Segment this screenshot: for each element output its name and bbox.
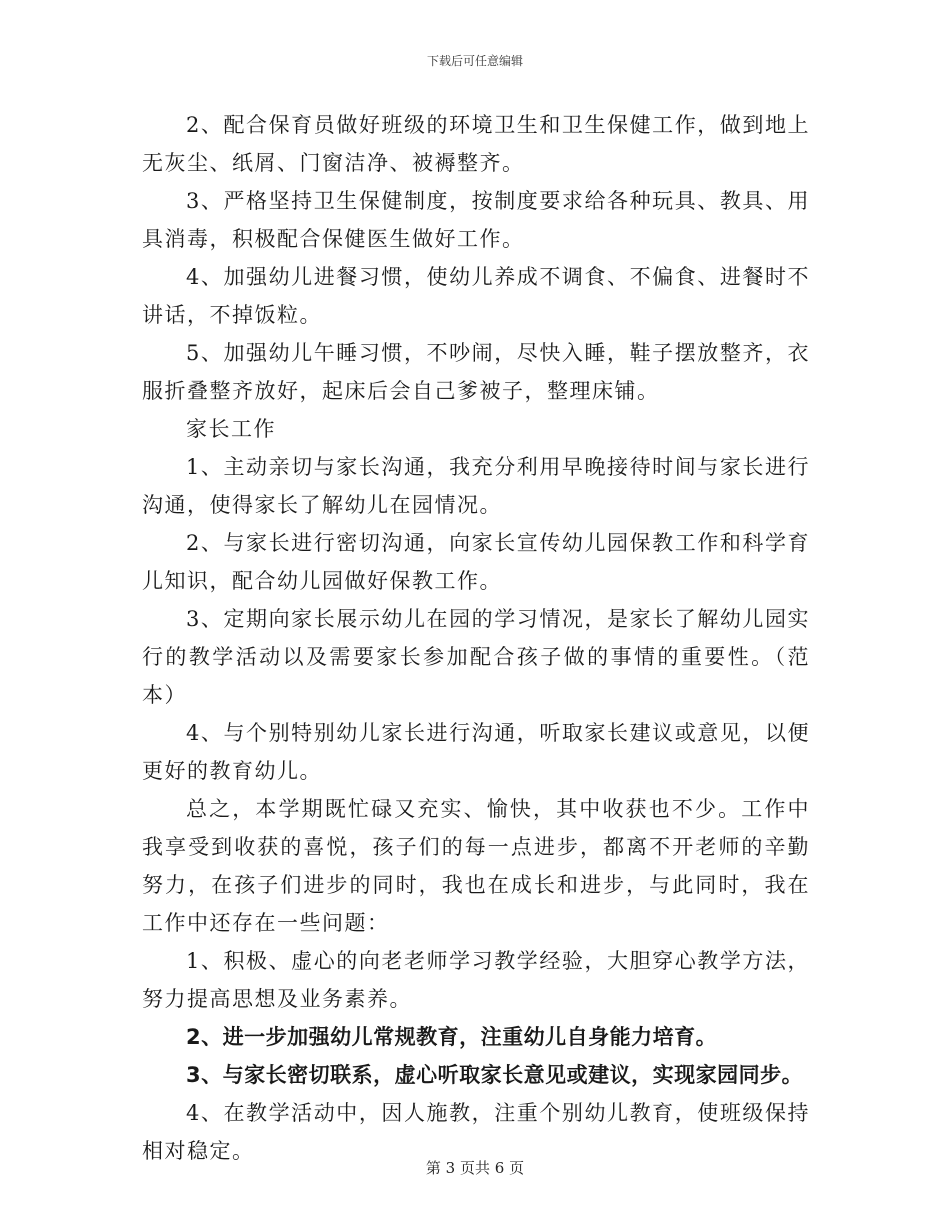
paragraph-summary: 总之，本学期既忙碌又充实、愉快，其中收获也不少。工作中我享受到收获的喜悦，孩子们的每一点进步，都离不开老师的辛勤努力，在孩子们进步的同时，我也在成长和进步，与此同时，我在工作中还存在一些问题： <box>142 797 810 935</box>
paragraph-issue-2: 2、进一步加强幼儿常规教育，注重幼儿自身能力培育。 <box>186 1025 718 1049</box>
paragraph-issue-1: 1、积极、虚心的向老老师学习教学经验，大胆穿心教学方法，努力提高思想及业务素养。 <box>142 949 810 1011</box>
paragraph-issue-3: 3、与家长密切联系，虚心听取家长意见或建议，实现家园同步。 <box>186 1063 804 1087</box>
page-header: 下载后可任意编辑 <box>426 54 523 68</box>
page-number-footer: 第 3 页共 6 页 <box>425 1159 525 1177</box>
paragraph-parents-4: 4、与个别特别幼儿家长进行沟通，听取家长建议或意见，以便更好的教育幼儿。 <box>142 721 810 783</box>
paragraph-health-5: 5、加强幼儿午睡习惯，不吵闹，尽快入睡，鞋子摆放整齐，衣服折叠整齐放好，起床后会自己爹被子，整理床铺。 <box>142 341 810 403</box>
paragraph-parents-2: 2、与家长进行密切沟通，向家长宣传幼儿园保教工作和科学育儿知识，配合幼儿园做好保教工作。 <box>142 531 810 593</box>
document-body <box>142 106 810 1170</box>
paragraph-parents-1: 1、主动亲切与家长沟通，我充分利用早晚接待时间与家长进行沟通，使得家长了解幼儿在园情况。 <box>142 455 810 517</box>
paragraph-health-4: 4、加强幼儿进餐习惯，使幼儿养成不调食、不偏食、进餐时不讲话，不掉饭粒。 <box>142 265 810 327</box>
paragraph-health-3: 3、严格坚持卫生保健制度，按制度要求给各种玩具、教具、用具消毒，积极配合保健医生做好工作。 <box>142 189 810 251</box>
paragraph-health-2: 2、配合保育员做好班级的环境卫生和卫生保健工作，做到地上无灰尘、纸屑、门窗洁净、被褥整齐。 <box>142 113 810 175</box>
paragraph-issue-4: 4、在教学活动中，因人施教，注重个别幼儿教育，使班级保持相对稳定。 <box>142 1101 810 1163</box>
paragraph-parents-3: 3、定期向家长展示幼儿在园的学习情况，是家长了解幼儿园实行的教学活动以及需要家长参加配合孩子做的事情的重要性。（范本） <box>142 607 810 707</box>
section-heading-parents: 家长工作 <box>186 417 276 441</box>
